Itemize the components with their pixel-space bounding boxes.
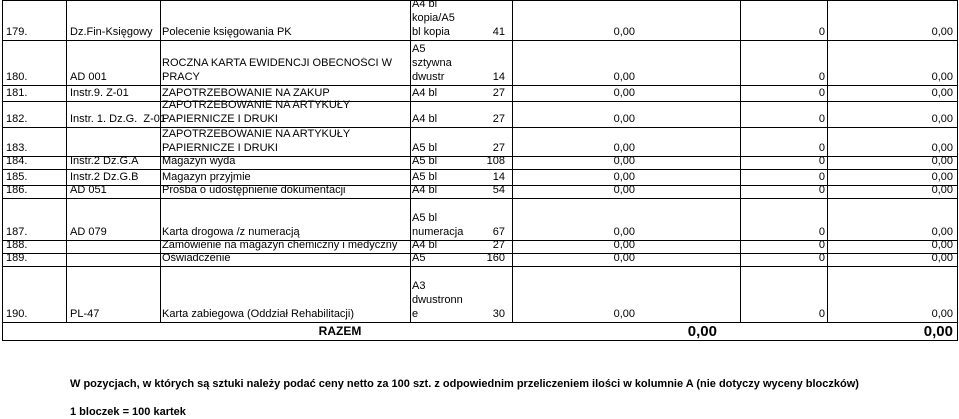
row-value: 0,00 [931,239,953,251]
row-price: 0,00 [613,113,635,125]
row-number: 184. [6,155,28,167]
row-price: 0,00 [613,226,635,238]
row-vat: 0 [818,171,825,183]
row-number: 186. [6,184,28,196]
row-format: A5 bl [412,142,438,154]
row-vat: 0 [818,142,825,154]
row-format: A5 bl [412,171,438,183]
row-value: 0,00 [931,171,953,183]
row-value: 0,00 [931,71,953,83]
row-value: 0,00 [931,142,953,154]
row-price: 0,00 [613,26,635,38]
row-vat: 0 [818,252,825,264]
row-name: ROCZNA KARTA EWIDENCJI OBECNOŚCI W [162,57,393,69]
row-format: dwustronn [412,294,463,306]
row-price: 0,00 [613,184,635,196]
row-quantity: 160 [486,252,505,264]
row-number: 181. [6,87,28,99]
grid-vline [957,0,958,322]
row-symbol: Instr.2 Dz.G.A [70,155,139,167]
row-value: 0,00 [931,26,953,38]
note-pricing: W pozycjach, w których są sztuki należy podać ceny netto za 100 szt. z odpowiednim przeliczeniem ilości w kolumnie A (nie dotyczy wyceny bloczków) [70,378,859,390]
row-format: A5 bl [412,155,438,167]
row-number: 187. [6,226,28,238]
row-name: Karta zabiegowa (Oddział Rehabilitacji) [162,308,354,320]
row-name: Prośba o udostępnienie dokumentacji [162,184,346,196]
row-number: 182. [6,113,28,125]
row-quantity: 27 [492,113,505,125]
row-number: 190. [6,308,28,320]
row-name: ZAPOTRZEBOWANIE NA ZAKUP [162,87,330,99]
row-format: e [412,308,419,320]
row-value: 0,00 [931,113,953,125]
row-vat: 0 [818,308,825,320]
row-vat: 0 [818,155,825,167]
row-price: 0,00 [613,171,635,183]
row-number: 179. [6,26,28,38]
row-symbol: Instr.9. Z-01 [70,87,129,99]
row-format: A5 [412,252,426,264]
row-format: A4 bl [412,87,438,99]
row-number: 189. [6,252,28,264]
row-format: numeracja [412,226,464,238]
row-quantity: 54 [492,184,505,196]
row-format: kopia/A5 [412,12,455,24]
row-number: 185. [6,171,28,183]
grid-hline [2,340,958,341]
row-quantity: 27 [492,87,505,99]
row-quantity: 67 [492,226,505,238]
row-format: A4 bl [412,184,438,196]
row-symbol: Dz.Fin-Księgowy [70,26,153,38]
row-format: sztywna [412,57,452,69]
grid-vline [2,322,3,340]
row-symbol: AD 051 [70,184,107,196]
row-quantity: 30 [492,308,505,320]
row-symbol: AD 001 [70,71,107,83]
row-name: ZAPOTRZEBOWANIE NA ARTYKUŁY [162,128,351,140]
note-bloczek: 1 bloczek = 100 kartek [70,406,186,418]
row-value: 0,00 [931,252,953,264]
row-name: Magazyn wyda [162,155,236,167]
row-name: Polecenie księgowania PK [162,26,292,38]
row-name: PAPIERNICZE I DRUKI [162,113,278,125]
row-format: A4 bl [412,0,438,10]
row-price: 0,00 [613,239,635,251]
row-value: 0,00 [931,87,953,99]
total-price: 0,00 [687,323,717,340]
row-vat: 0 [818,226,825,238]
row-price: 0,00 [613,155,635,167]
row-quantity: 14 [492,71,505,83]
row-value: 0,00 [931,155,953,167]
row-vat: 0 [818,184,825,196]
row-symbol: AD 079 [70,226,107,238]
row-vat: 0 [818,113,825,125]
row-name: Zamówienie na magazyn chemiczny i medyczny [162,239,398,251]
row-price: 0,00 [613,87,635,99]
row-value: 0,00 [931,308,953,320]
row-symbol: PL-47 [70,308,100,320]
row-vat: 0 [818,26,825,38]
row-name: ZAPOTRZEBOWANIE NA ARTYKUŁY [162,99,351,111]
row-value: 0,00 [931,226,953,238]
total-value: 0,00 [923,323,953,340]
row-vat: 0 [818,87,825,99]
row-number: 188. [6,239,28,251]
row-name: PAPIERNICZE I DRUKI [162,142,278,154]
row-price: 0,00 [613,308,635,320]
row-number: 183. [6,142,28,154]
row-format: A5 bl [412,212,438,224]
row-quantity: 27 [492,239,505,251]
row-format: A3 [412,280,426,292]
row-name: PRACY [162,71,200,83]
row-quantity: 14 [492,171,505,183]
row-symbol: Instr. 1. Dz.G. Z-01 [70,113,166,125]
row-vat: 0 [818,239,825,251]
row-quantity: 41 [492,26,505,38]
row-price: 0,00 [613,252,635,264]
row-name: Oświadczenie [162,252,231,264]
total-label: RAZEM [318,324,362,338]
row-format: bl kopia [412,26,450,38]
grid-vline [957,322,958,340]
grid-hline [2,322,958,323]
row-price: 0,00 [613,71,635,83]
row-quantity: 108 [486,155,505,167]
row-name: Karta drogowa /z numeracją [162,226,300,238]
row-price: 0,00 [613,142,635,154]
row-symbol: Instr.2 Dz.G.B [70,171,139,183]
row-format: A5 [412,43,426,55]
row-format: A4 bl [412,239,438,251]
row-value: 0,00 [931,184,953,196]
row-vat: 0 [818,71,825,83]
row-number: 180. [6,71,28,83]
row-name: Magazyn przyjmie [162,171,251,183]
row-quantity: 27 [492,142,505,154]
row-format: A4 bl [412,113,438,125]
row-format: dwustr [412,71,445,83]
